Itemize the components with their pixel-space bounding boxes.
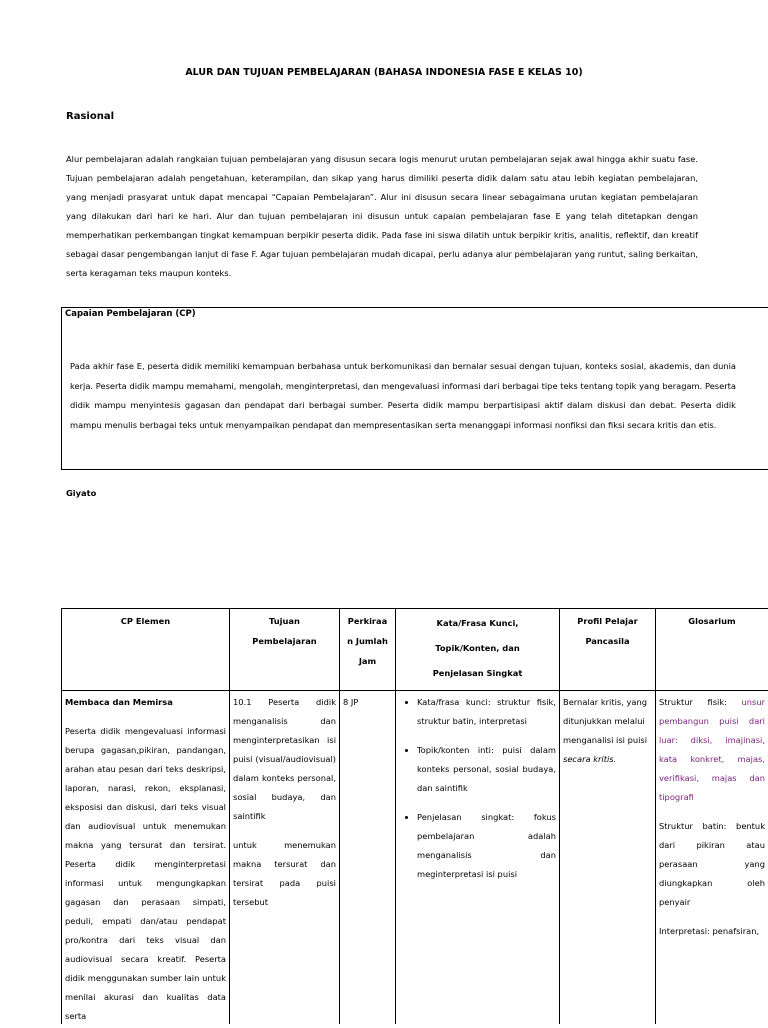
kata-frasa-list	[399, 693, 556, 884]
header-kata-frasa: Kata/Frasa Kunci, Topik/Konten, dan Penjelasan Singkat	[432, 618, 523, 678]
tujuan-text-a: 10.1 Peserta didik menganalisis dan menginterpretasikan isi puisi (visual/audiovisual) dalam konteks personal, sosial budaya, dan saintifik	[233, 697, 336, 821]
cell-profil-pelajar	[560, 691, 655, 771]
cell-tujuan	[230, 691, 339, 914]
glosarium-fisik-label: Struktur fisik:	[659, 697, 727, 707]
tujuan-text-b: untuk menemukan makna tersurat dan tersirat pada puisi tersebut	[233, 840, 336, 907]
glosarium-batin-label: Struktur batin:	[659, 821, 727, 831]
header-glosarium: Glosarium	[688, 616, 736, 626]
header-cp-elemen: CP Elemen	[120, 616, 171, 626]
atp-table	[61, 608, 768, 1024]
glosarium-interpretasi-text: penafsiran,	[712, 926, 760, 936]
header-jumlah-jam: Perkiraa n Jumlah Jam	[347, 616, 388, 666]
cell-glosarium	[656, 691, 768, 943]
rasional-paragraph: Alur pembelajaran adalah rangkaian tujuan pembelajaran yang disusun secara logis menurut urutan pembelajaran sejak awal hingga akhir suatu fase. Tujuan pembelajaran adalah pengetahuan, keterampilan, dan sikap yang harus dimiliki peserta didik dalam satu atau lebih kegiatan pembelajaran, yang menjadi prasyarat untuk dapat mencapai “Capaian Pembelajaran”. Alur ini disusun secara linear sebagaimana urutan kegiatan pembelajaran yang dilakukan dari hari ke hari. Alur dan tujuan pembelajaran ini disusun untuk capaian pembelajaran fase E yang telah ditetapkan dengan memperhatikan perkembangan tingkat kemampuan berpikir peserta didik. Pada fase ini siswa dilatih untuk berpikir kritis, analitis, reflektif, dan kreatif sebagai dasar pengembangan lanjut di fase F. Agar tujuan pembelajaran mudah dicapai, perlu adanya alur pembelajaran yang runtut, saling berkaitan, serta keragaman teks maupun konteks.	[66, 154, 698, 278]
glosarium-batin-text: bentuk dari pikiran atau perasaan yang diungkapkan oleh penyair	[659, 821, 765, 907]
profil-text: Bernalar kritis, yang ditunjukkan melalui menganalisi isi puisi	[563, 697, 648, 745]
rasional-heading: Rasional	[66, 111, 114, 122]
profil-italic: secara kritis.	[563, 754, 617, 764]
cp-elemen-text: Peserta didik mengevaluasi informasi berupa gagasan,pikiran, pandangan, arahan atau pesan dari teks deskripsi, laporan, narasi, rekon, eksplanasi, eksposisi dan diskusi, dari teks visual dan audiovisual untuk menemukan makna yang tersurat dan tersirat. Peserta didik menginterpretasi informasi untuk mengungkapkan gagasan dan perasaan simpati, peduli, empati dan/atau pendapat pro/kontra dari teks visual dan audiovisual secara kreatif. Peserta didik menggunakan sumber lain untuk menilai akurasi dan kualitas data serta	[65, 726, 226, 1021]
glosarium-fisik-text: unsur pembangun puisi dari luar: diksi, imajinasi, kata konkret, majas, verifikasi, majas dan tipografi	[659, 697, 766, 802]
capaian-pembelajaran-box	[61, 307, 768, 470]
header-tujuan: Tujuan Pembelajaran	[252, 616, 317, 646]
list-item: • Kata/frasa kunci: struktur fisik, struktur batin, interpretasi	[417, 693, 556, 731]
glosarium-interpretasi-label: Interpretasi:	[659, 926, 710, 936]
cell-kata-frasa	[396, 691, 559, 896]
cell-jumlah-jam: 8 JP	[343, 697, 359, 707]
cell-cp-elemen	[62, 691, 229, 1028]
cp-paragraph: Pada akhir fase E, peserta didik memiliki kemampuan berbahasa untuk berkomunikasi dan bernalar sesuai dengan tujuan, konteks sosial, akademis, dan dunia kerja. Peserta didik mampu memahami, mengolah, menginterpretasi, dan mengevaluasi informasi dari berbagai tipe teks tentang topik yang beragam. Peserta didik mampu menyintesis gagasan dan pendapat dari berbagai sumber. Peserta didik mampu berpartisipasi aktif dalam diskusi dan debat. Peserta didik mampu menulis berbagai teks untuk menyampaikan pendapat dan mempresentasikan serta menanggapi informasi nonfiksi dan fiksi secara kritis dan etis.	[70, 361, 736, 430]
header-profil-pelajar: Profil Pelajar Pancasila	[577, 616, 638, 646]
author-name: Giyato	[66, 488, 97, 498]
list-item: • Penjelasan singkat: fokus pembelajaran adalah menganalisis dan meginterpretasi isi puisi	[417, 808, 556, 884]
page-title: ALUR DAN TUJUAN PEMBELAJARAN (BAHASA INDONESIA FASE E KELAS 10)	[185, 67, 583, 78]
cp-heading: Capaian Pembelajaran (CP)	[65, 309, 196, 319]
list-item: • Topik/konten inti: puisi dalam konteks personal, sosial budaya, dan saintifik	[417, 741, 556, 798]
cp-elemen-title: Membaca dan Memirsa	[65, 697, 173, 707]
